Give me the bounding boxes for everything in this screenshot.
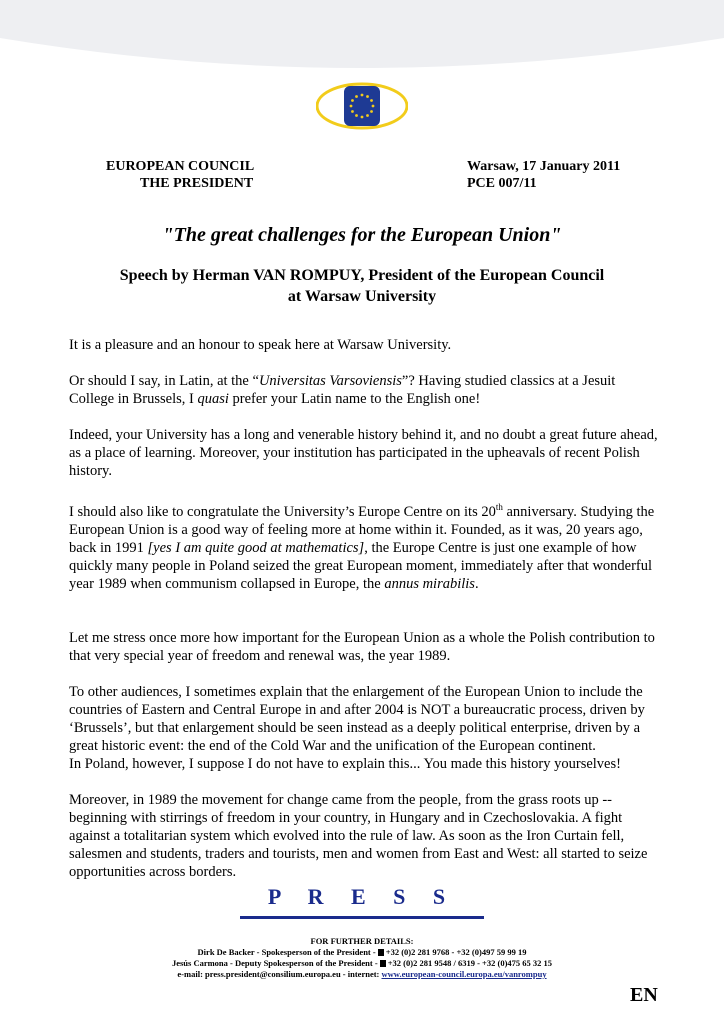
further-details-heading: FOR FURTHER DETAILS:	[310, 936, 414, 946]
eu-council-logo	[316, 82, 408, 130]
star-icon	[350, 105, 353, 108]
press-divider	[240, 916, 484, 919]
paragraph: Let me stress once more how important for the European Union as a whole the Polish contribution to that very special year of freedom and renewal was, the year 1989.	[69, 629, 655, 664]
org-office: THE PRESIDENT	[140, 176, 254, 191]
star-icon	[366, 114, 369, 117]
star-icon	[370, 99, 373, 102]
paragraph: To other audiences, I sometimes explain that the enlargement of the European Union to include the countries of Eastern and Central Europe in and after 2004 is NOT a bureaucratic process, driven by ‘Brussels’, but that enlargement should be seen instead as a deeply political enterprise, driven by a great historic event: the end of the Cold War and the unification of the European continent.	[69, 683, 645, 754]
contact-line: Jesús Carmona - Deputy Spokesperson of the President - +32 (0)2 281 9548 / 6319 - +32 (0)475 65 32 15	[171, 958, 553, 968]
issuer-block	[106, 158, 254, 192]
latin-term: Universitas Varsoviensis	[258, 373, 402, 389]
phone-icon	[380, 960, 386, 967]
paragraph: Indeed, your University has a long and venerable history behind it, and no doubt a great future ahead, as a place of learning. Moreover, your institution has participated in the upheavals of recent Polish history.	[69, 427, 658, 479]
press-label: P R E S S	[267, 884, 457, 909]
speech-subtitle	[60, 265, 664, 307]
star-icon	[355, 95, 358, 98]
contact-line: Dirk De Backer - Spokesperson of the President - +32 (0)2 281 9768 - +32 (0)497 59 99 19	[197, 947, 527, 957]
org-name: EUROPEAN COUNCIL	[106, 159, 255, 174]
star-icon	[361, 116, 364, 119]
language-code: EN	[630, 984, 658, 1006]
header-arc	[0, 0, 724, 80]
contact-line: e-mail: press.president@consilium.europa.eu - internet: www.european-council.europa.eu/vanrompuy	[177, 969, 547, 979]
star-icon	[351, 99, 354, 102]
speech-title: "The great challenges for the European Union"	[162, 224, 562, 246]
speech-body	[69, 336, 659, 899]
website-link[interactable]: www.european-council.europa.eu/vanrompuy	[381, 969, 547, 979]
star-icon	[372, 105, 375, 108]
reference-number: PCE 007/11	[467, 176, 537, 191]
paragraph: Moreover, in 1989 the movement for change came from the people, from the grass roots up -- beginning with stirrings of freedom in your country, in Hungary and in Czechoslovakia. A fight against a totalitarian system which evolved into the rule of law. As soon as the Iron Curtain fell, salesmen and students, traders and tourists, men and women from East and West: all started to seize opportunities across borders.	[69, 791, 648, 880]
star-icon	[361, 94, 364, 97]
star-icon	[366, 95, 369, 98]
latin-term: quasi	[197, 391, 229, 407]
paragraph: Or should I say, in Latin, at the “Universitas Varsoviensis”? Having studied classics at a Jesuit College in Brussels, I quasi prefer your Latin name to the English one!	[69, 373, 616, 407]
subtitle-line: Speech by Herman VAN ROMPUY, President of the European Council	[119, 267, 605, 284]
date-place: Warsaw, 17 January 2011	[467, 159, 621, 174]
contact-details	[0, 936, 724, 980]
star-icon	[351, 110, 354, 113]
phone-icon	[378, 949, 384, 956]
subtitle-line: at Warsaw University	[287, 288, 437, 305]
paragraph: I should also like to congratulate the University’s Europe Centre on its 20th anniversary. Studying the European Union is a good way of feeling more at home within it. Founded, as it was, 20 years ago, back in 1991 [yes I am quite good at mathematics], the Europe Centre is just one example of how quickly many people in Poland seized the great European moment, immediately after that wonderful year 1989 when communism collapsed in Europe, the annus mirabilis.	[69, 502, 655, 592]
paragraph: In Poland, however, I suppose I do not have to explain this... You made this history yourselves!	[69, 755, 621, 772]
latin-term: annus mirabilis	[384, 575, 475, 592]
paragraph: It is a pleasure and an honour to speak here at Warsaw University.	[69, 337, 452, 353]
star-icon	[355, 114, 358, 117]
star-icon	[370, 110, 373, 113]
dateline-block	[467, 158, 620, 192]
aside: [yes I am quite good at mathematics]	[147, 539, 365, 556]
